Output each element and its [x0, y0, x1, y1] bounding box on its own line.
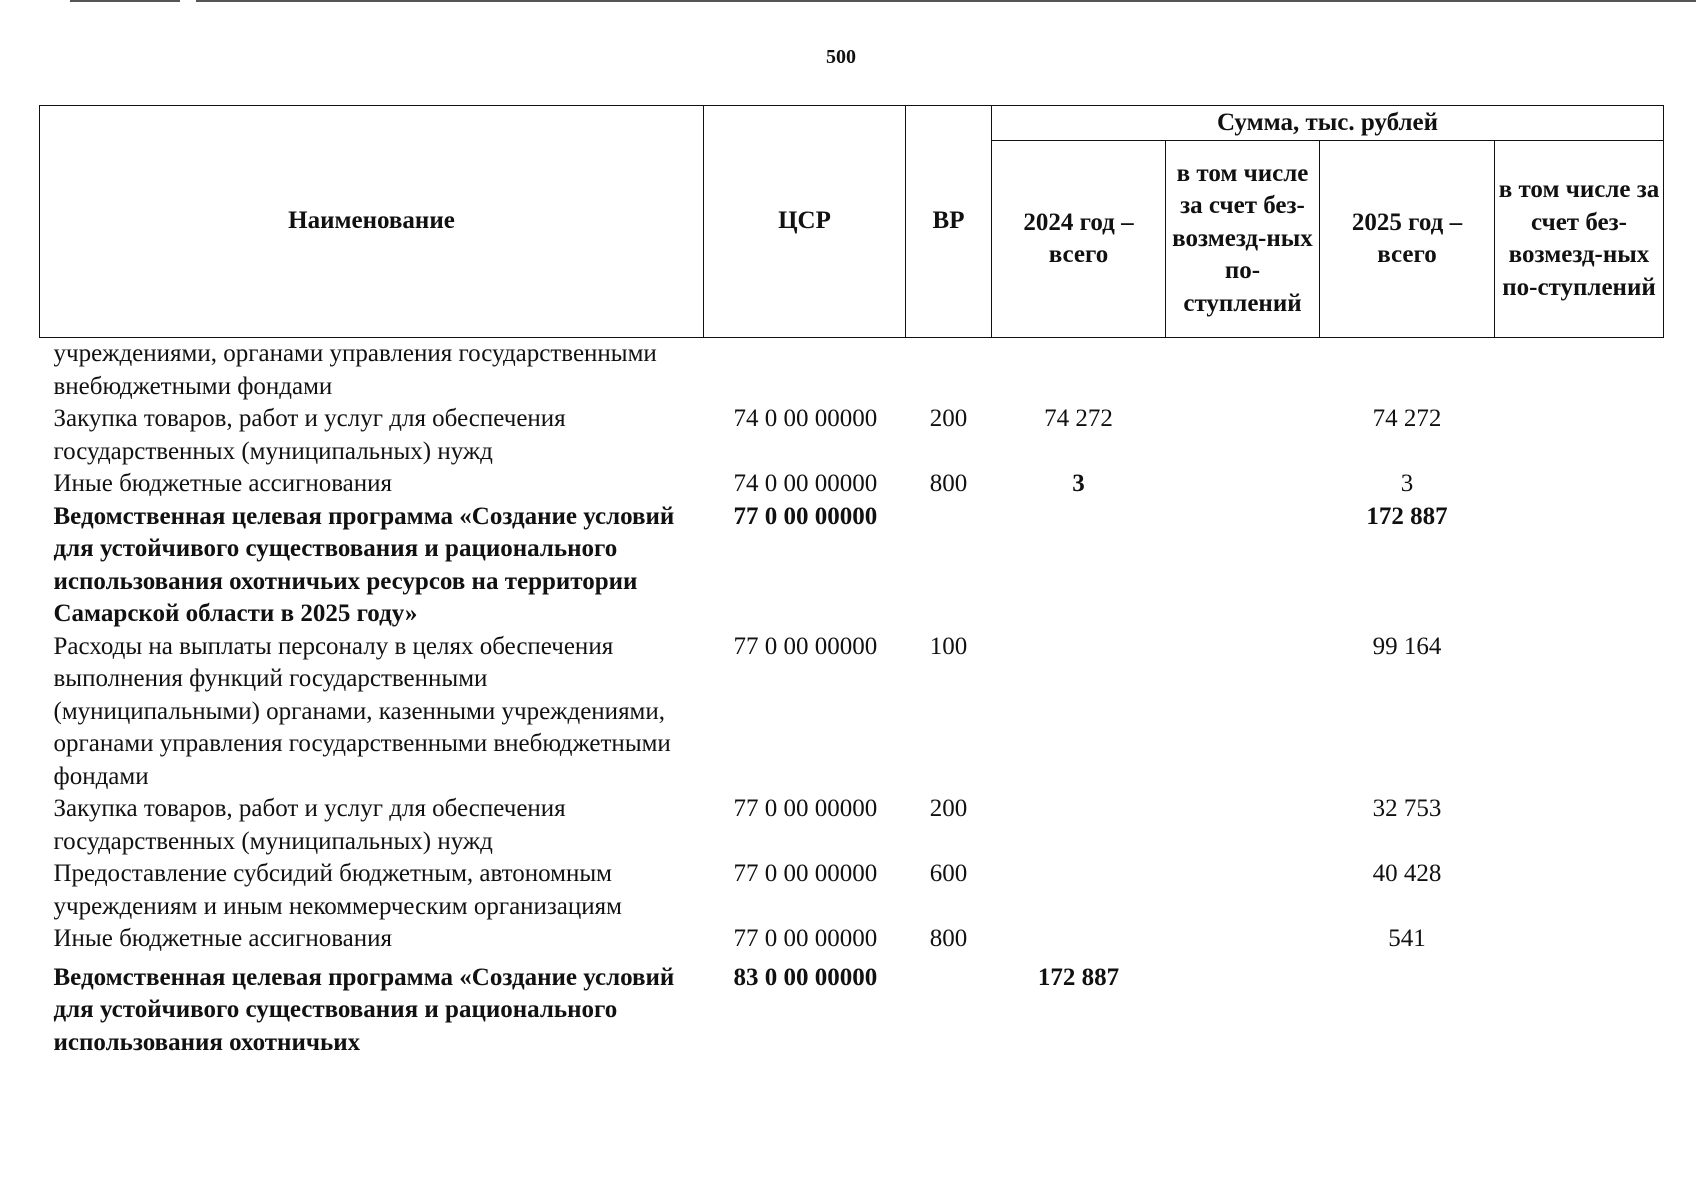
- row-2025-total: 172 887: [1366, 502, 1448, 530]
- table-header: [40, 106, 1664, 338]
- row-name: Иные бюджетные ассигнования: [53, 925, 393, 952]
- table-row: [40, 923, 1664, 956]
- row-2024-total: [992, 338, 1166, 404]
- row-vr: 200: [929, 405, 968, 432]
- row-2025-free: [1495, 403, 1664, 468]
- row-2024-total: [992, 631, 1166, 794]
- table-row: [40, 793, 1664, 858]
- row-name: Ведомственная целевая программа «Создание условий для устойчивого существования и рационального использования охотничьих ресурсов на территории Самарской области в 2025 году»: [53, 502, 675, 627]
- table-row: [40, 858, 1664, 923]
- row-2025-free: [1495, 793, 1664, 858]
- row-2024-free: [1166, 793, 1320, 858]
- row-2024-free: [1166, 338, 1320, 404]
- row-name: Закупка товаров, работ и услуг для обеспечения государственных (муниципальных) нужд: [53, 795, 566, 855]
- row-csr: 77 0 00 00000: [733, 860, 878, 887]
- header-2025-total: 2025 год – всего: [1320, 141, 1495, 338]
- row-2025-free: [1495, 468, 1664, 501]
- table-row-program: [40, 501, 1664, 631]
- row-2024-total: [992, 793, 1166, 858]
- row-vr: 800: [929, 470, 968, 497]
- table-row: [40, 403, 1664, 468]
- header-name: Наименование: [40, 106, 704, 338]
- row-2025-total: [1320, 338, 1495, 404]
- row-2025-total: 99 164: [1372, 632, 1442, 660]
- row-2024-free: [1166, 923, 1320, 956]
- row-csr: 77 0 00 00000: [733, 795, 878, 822]
- row-2024-total: [992, 858, 1166, 923]
- row-2024-free: [1166, 501, 1320, 631]
- table-row: [40, 338, 1664, 404]
- row-2025-total: 3: [1400, 470, 1414, 497]
- row-2025-free: [1495, 631, 1664, 794]
- row-csr: 77 0 00 00000: [733, 502, 878, 530]
- row-vr: [906, 338, 992, 404]
- row-2024-total: 172 887: [1037, 963, 1120, 991]
- budget-table: [39, 105, 1664, 1059]
- row-2024-total: [992, 923, 1166, 956]
- row-vr: 100: [929, 632, 968, 660]
- row-csr: 74 0 00 00000: [733, 405, 878, 432]
- header-vr: ВР: [906, 106, 992, 338]
- row-2025-total: 541: [1388, 925, 1426, 952]
- row-2024-total: 3: [1072, 470, 1085, 497]
- row-vr: 600: [929, 860, 968, 887]
- row-2025-free: [1495, 956, 1664, 1060]
- row-vr: [906, 501, 992, 631]
- row-2024-free: [1166, 468, 1320, 501]
- row-2024-free: [1166, 858, 1320, 923]
- row-csr: 83 0 00 00000: [733, 963, 878, 991]
- row-csr: 74 0 00 00000: [733, 470, 878, 497]
- row-name: Ведомственная целевая программа «Создание условий для устойчивого существования и рационального использования охотничьих: [53, 963, 675, 1056]
- table-row: [40, 468, 1664, 501]
- row-csr: 77 0 00 00000: [733, 632, 878, 660]
- header-csr: ЦСР: [704, 106, 906, 338]
- scan-edge-line-left: [70, 0, 180, 2]
- scan-edge-line-right: [196, 0, 1696, 2]
- row-2025-free: [1495, 858, 1664, 923]
- header-sum-group: Сумма, тыс. рублей: [992, 106, 1664, 141]
- row-name: учреждениями, органами управления государственными внебюджетными фондами: [53, 340, 657, 400]
- table-body: [40, 338, 1664, 1060]
- row-2025-total: 40 428: [1372, 860, 1442, 887]
- row-2025-free: [1495, 338, 1664, 404]
- row-name: Иные бюджетные ассигнования: [53, 470, 393, 497]
- header-2024-total: 2024 год – всего: [992, 141, 1166, 338]
- row-2024-free: [1166, 956, 1320, 1060]
- row-2024-total: [992, 501, 1166, 631]
- row-vr: [906, 956, 992, 1060]
- row-name: Расходы на выплаты персоналу в целях обеспечения выполнения функций государственными (муниципальными) органами, казенными учреждениями, органами управления государственными внебюджетными фондами: [53, 632, 671, 790]
- row-2025-total: 74 272: [1372, 405, 1442, 432]
- header-2025-free: в том числе за счет без-возмезд-ных по-ступлений: [1495, 141, 1664, 338]
- row-vr: 200: [929, 795, 968, 822]
- row-2025-free: [1495, 501, 1664, 631]
- row-2024-total: 74 272: [1044, 405, 1113, 432]
- row-2025-free: [1495, 923, 1664, 956]
- table-row: [40, 631, 1664, 794]
- row-vr: 800: [929, 925, 968, 952]
- row-2025-total: 32 753: [1372, 795, 1442, 822]
- row-csr: 77 0 00 00000: [733, 925, 878, 952]
- page-number: 500: [826, 46, 856, 68]
- row-2024-free: [1166, 631, 1320, 794]
- row-csr: [704, 338, 906, 404]
- row-name: Закупка товаров, работ и услуг для обеспечения государственных (муниципальных) нужд: [53, 405, 566, 465]
- row-2025-total: [1320, 956, 1495, 1060]
- row-name: Предоставление субсидий бюджетным, автономным учреждениям и иным некоммерческим организациям: [53, 860, 622, 920]
- table-row-program: [40, 956, 1664, 1060]
- row-2024-free: [1166, 403, 1320, 468]
- header-2024-free: в том числе за счет без-возмезд-ных по-ступлений: [1166, 141, 1320, 338]
